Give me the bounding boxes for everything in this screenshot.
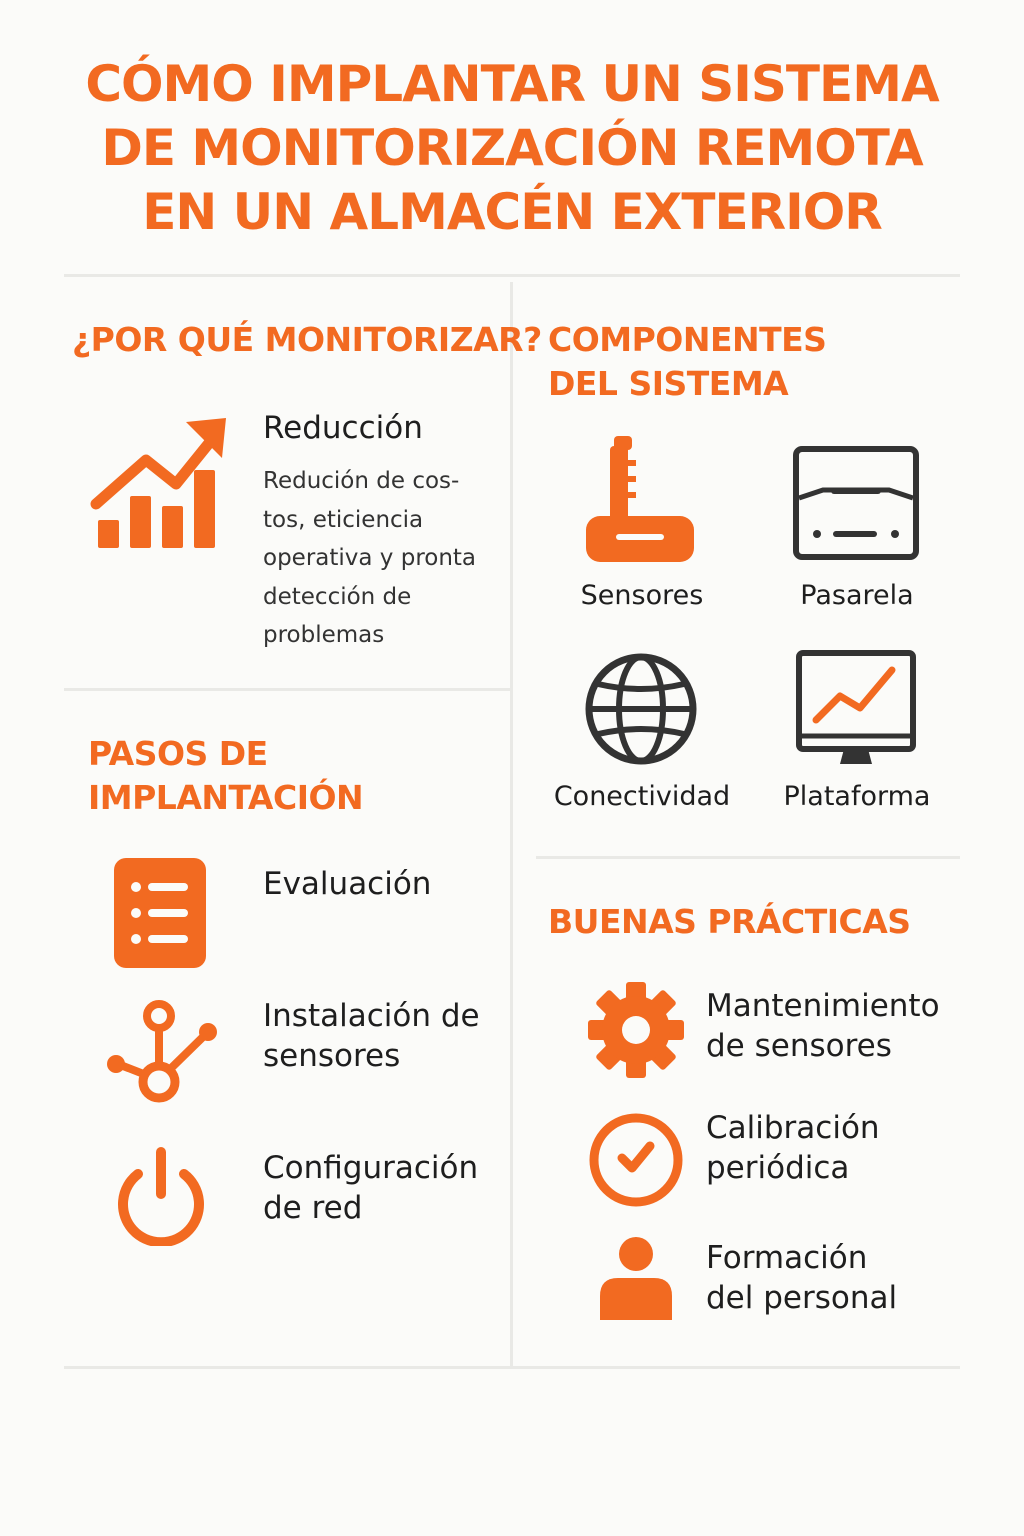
why-desc-line: problemas (263, 622, 385, 648)
center-divider (510, 282, 513, 1368)
step-label-line: sensores (263, 1038, 401, 1074)
why-desc-line: detección de (263, 583, 412, 610)
practice-label-line: Calibración (706, 1110, 880, 1146)
gear-icon (586, 980, 686, 1080)
sensor-probe-icon (586, 436, 696, 564)
title-line-1: CÓMO IMPLANTAR UN SISTEMA (85, 55, 939, 113)
step-label-line: Evaluación (263, 866, 432, 902)
practice-mantenimiento-label (706, 986, 940, 1066)
practice-formacion-label (706, 1238, 897, 1318)
practice-label-line: del personal (706, 1280, 898, 1316)
why-item-title: Reducción (263, 410, 423, 446)
why-description (263, 462, 476, 655)
practice-label-line: Mantenimiento (706, 988, 940, 1024)
right-section-divider (536, 856, 960, 859)
title-line-3: EN UN ALMACÉN EXTERIOR (142, 183, 882, 241)
why-desc-line: Redución de cos- (263, 468, 460, 494)
check-circle-icon (588, 1112, 684, 1208)
why-desc-line: tos, eticiencia (263, 506, 424, 533)
why-desc-line: operativa y pronta (263, 545, 477, 571)
components-heading-line-2: DEL SISTEMA (548, 364, 789, 403)
step-label-line: de red (263, 1190, 363, 1226)
component-label-pasarela: Pasarela (800, 580, 914, 611)
practice-calibracion-label (706, 1108, 880, 1188)
practice-label-line: periódica (706, 1150, 850, 1186)
component-label-sensores: Sensores (580, 580, 704, 611)
step-label-line: Configuración (263, 1150, 479, 1186)
steps-heading-line-1: PASOS DE (88, 734, 268, 773)
step-instalacion-label (263, 996, 480, 1076)
components-heading (548, 318, 826, 406)
components-heading-line-1: COMPONENTES (548, 320, 827, 359)
step-label-line: Instalación de (263, 998, 480, 1034)
left-section-divider (64, 688, 510, 691)
person-icon (600, 1236, 672, 1320)
steps-heading-line-2: IMPLANTACIÓN (88, 778, 364, 817)
trending-up-chart-icon (90, 416, 230, 552)
title-line-2: DE MONITORIZACIÓN REMOTA (101, 119, 923, 177)
top-divider (64, 274, 960, 277)
steps-heading (88, 732, 363, 820)
network-nodes-icon (104, 1000, 220, 1106)
why-heading: ¿POR QUÉ MONITORIZAR? (72, 320, 542, 359)
page-title (0, 52, 1024, 244)
step-evaluacion-label (263, 864, 431, 904)
gateway-device-icon (793, 446, 919, 560)
practices-heading: BUENAS PRÁCTICAS (548, 902, 911, 941)
practice-label-line: Formación (706, 1240, 868, 1276)
globe-icon (584, 652, 698, 766)
practice-label-line: de sensores (706, 1028, 892, 1064)
bottom-divider (64, 1366, 960, 1369)
checklist-icon (114, 858, 206, 968)
component-label-conectividad: Conectividad (553, 781, 731, 812)
power-icon (114, 1144, 208, 1246)
step-configuracion-label (263, 1148, 478, 1228)
component-label-plataforma: Plataforma (783, 781, 931, 812)
monitor-chart-icon (796, 650, 918, 772)
